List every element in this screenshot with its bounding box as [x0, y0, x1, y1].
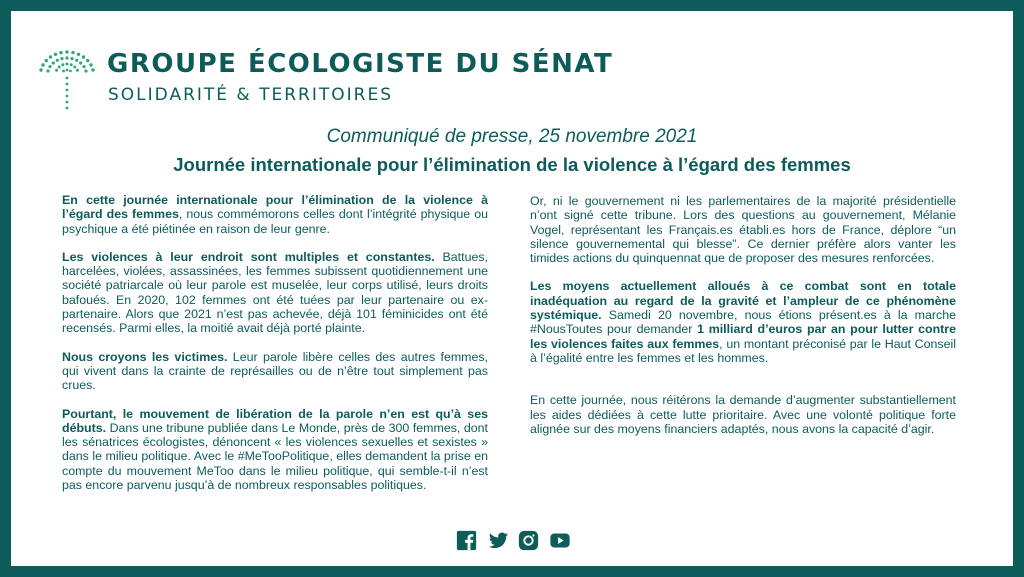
- lead-bold: Les moyens actuellement alloués à ce combat sont en totale inadéquation au regard de la gravité et l’ampleur de ce phénomène systémique.: [530, 279, 956, 323]
- youtube-icon[interactable]: [549, 530, 570, 551]
- paragraph-text: Dans une tribune publiée dans Le Monde, près de 300 femmes, dont les sénatrices écologistes, dénoncent « les violences sexuelles et sexistes » dans le milieu politique. Avec le #MeTooPolitique, elles demandent la prise en compte du mouvement MeToo dans le milieu politique, qui semble-t-il n’est pas encore parvenu jusqu’à de nombreux responsables politiques.: [62, 420, 488, 493]
- paragraph-text: En cette journée, nous réitérons la demande d’augmenter substantiellement les aides dédiées à cette lutte prioritaire. Avec une volonté politique forte alignée sur des moyens financiers adaptés, nous avons la capacité d’agir.: [530, 393, 956, 436]
- lead-bold: Nous croyons les victimes.: [62, 349, 228, 364]
- paragraph: [530, 279, 956, 365]
- paragraph: [62, 193, 488, 236]
- paragraph: [62, 350, 488, 393]
- left-column: [62, 193, 488, 506]
- highlight-bold: 1 milliard d’euros par an pour lutter contre les violences faites aux femmes: [530, 322, 956, 351]
- press-release-date: Communiqué de presse, 25 novembre 2021: [326, 126, 698, 147]
- lead-bold: En cette journée internationale pour l’élimination de la violence à l’égard des femmes: [62, 193, 488, 222]
- paragraph-text: Or, ni le gouvernement ni les parlementaires de la majorité présidentielle n’ont signé cette tribune. Lors des questions au gouvernement, Mélanie Vogel, représentant les Français.es établi.es hors de France, déplore “un silence gouvernemental qui blesse”. Ce dernier préfère alors vanter les timides actions du quinquennat que de proposer des mesures renforcées.: [530, 194, 956, 266]
- twitter-icon[interactable]: [487, 530, 508, 551]
- paragraph-text: Samedi 20 novembre, nous étions présent.es à la marche #NousToutes pour demander: [530, 308, 956, 337]
- press-release-title: Journée internationale pour l’élimination de la violence à l’égard des femmes: [173, 154, 851, 175]
- instagram-icon[interactable]: [518, 530, 539, 551]
- paragraph-text: , nous commémorons celles dont l’intégrité physique ou psychique a été piétinée en raison de leur genre.: [62, 207, 489, 236]
- brand-title: GROUPE ÉCOLOGISTE DU SÉNAT: [107, 49, 614, 79]
- social-links: [456, 528, 576, 552]
- lead-bold: Pourtant, le mouvement de libération de la parole n’en est qu’à ses débuts.: [62, 406, 488, 435]
- brand-subtitle: SOLIDARITÉ & TERRITOIRES: [108, 85, 393, 105]
- facebook-icon[interactable]: [456, 530, 477, 551]
- paragraph: [530, 393, 956, 436]
- right-column: [530, 194, 956, 450]
- paragraph-text: , un montant préconisé par le Haut Conseil à l’égalité entre les femmes et les hommes.: [530, 336, 956, 365]
- lead-bold: Les violences à leur endroit sont multiples et constantes.: [62, 249, 435, 264]
- paragraph: [62, 407, 488, 493]
- paragraph: [530, 194, 956, 265]
- paragraph-text: Leur parole libère celles des autres femmes, qui vivent dans la crainte de représailles ou de n’être tout simplement pas crues.: [62, 349, 489, 393]
- senate-hemicycle-logo-icon: [37, 44, 97, 114]
- paragraph: [62, 250, 488, 336]
- paragraph-text: Battues, harcelées, violées, assassinées, les femmes subissent quotidiennement une société patriarcale où leur parole est muselée, leur corps utilisé, leurs droits bafoués. En 2020, 102 femmes ont été tuées par leur partenaire ou ex-partenaire. Alors que 2021 n’est pas achevée, déjà 101 féminicides ont été recensés. Parmi elles, la moitié avait déjà porté plainte.: [62, 249, 488, 336]
- press-release-card: [11, 11, 1013, 566]
